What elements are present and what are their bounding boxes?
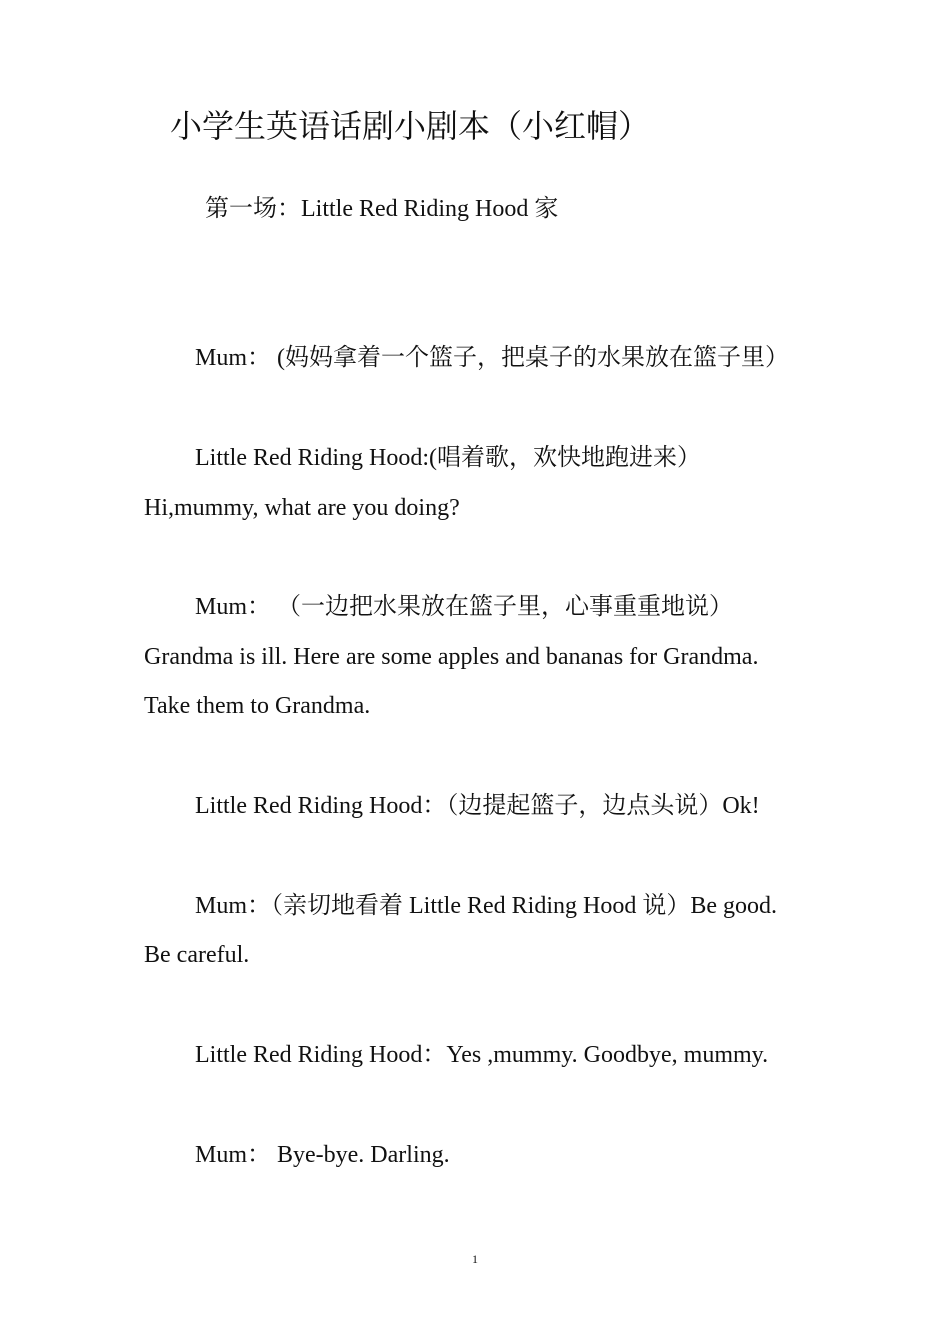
script-line-mum-3-cont: Be careful. [144,942,250,968]
script-line-mum-3: Mum：（亲切地看着 Little Red Riding Hood 说）Be good. [195,893,777,919]
script-line-hood-1: Little Red Riding Hood:(唱着歌，欢快地跑进来） [195,445,701,471]
page-number: 1 [472,1252,478,1266]
scene-heading: 第一场：Little Red Riding Hood 家 [205,196,559,222]
script-line-mum-2: Mum： （一边把水果放在篮子里，心事重重地说） [195,594,734,620]
script-line-mum-2-cont-2: Take them to Grandma. [144,693,371,719]
script-line-hood-2: Little Red Riding Hood：（边提起篮子，边点头说）Ok! [195,793,760,819]
document-title: 小学生英语话剧小剧本（小红帽） [170,108,651,144]
script-line-mum-1: Mum： (妈妈拿着一个篮子，把桌子的水果放在篮子里） [195,345,789,371]
script-line-mum-2-cont-1: Grandma is ill. Here are some apples and bananas for Grandma. [144,644,759,670]
script-line-mum-4: Mum： Bye-bye. Darling. [195,1142,450,1168]
script-line-hood-3: Little Red Riding Hood：Yes ,mummy. Goodbye, mummy. [195,1042,769,1068]
script-line-hood-1-cont: Hi,mummy, what are you doing? [144,495,460,521]
